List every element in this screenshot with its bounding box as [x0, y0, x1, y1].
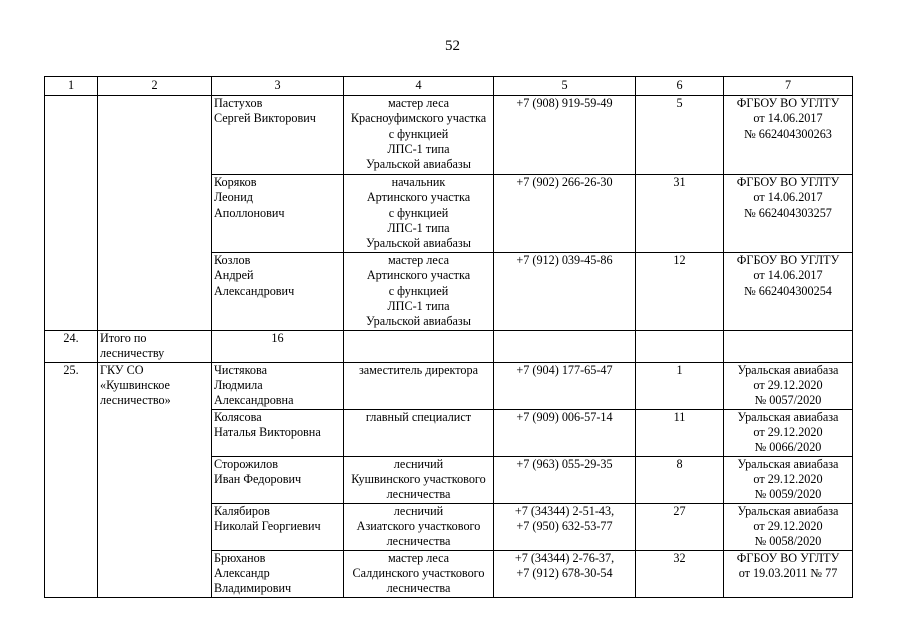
- header-row: [45, 77, 853, 96]
- empty-cell: [724, 331, 853, 363]
- cell-line: с функцией: [388, 283, 449, 298]
- cell-line: ФГБОУ ВО УГЛТУ: [736, 253, 840, 267]
- name-cell: [212, 503, 344, 550]
- name-cell: [212, 409, 344, 456]
- cell-line: Красноуфимского участка: [350, 111, 487, 126]
- cell-line: Владимирович: [214, 581, 292, 596]
- cell-line: с функцией: [388, 205, 449, 220]
- cell-line: от 14.06.2017: [753, 268, 823, 283]
- document-cell: [724, 96, 853, 175]
- cell-line: +7 (908) 919-59-49: [516, 96, 613, 110]
- cell-line: мастер леса: [387, 96, 450, 110]
- cell-line: +7 (912) 678-30-54: [516, 565, 613, 580]
- cell-line: с функцией: [388, 126, 449, 141]
- name-cell: [212, 253, 344, 331]
- number-cell: [45, 96, 98, 331]
- cell-line: № 0066/2020: [754, 440, 822, 455]
- empty-cell: [494, 331, 636, 363]
- cell-line: начальник: [391, 175, 446, 189]
- cell-line: мастер леса: [387, 550, 450, 565]
- cell-line: Андрей: [214, 268, 254, 283]
- cell-line: +7 (909) 006-57-14: [516, 409, 613, 424]
- cell-line: ФГБОУ ВО УГЛТУ: [736, 175, 840, 189]
- cell-line: № 662404300263: [744, 126, 832, 141]
- page-number: 52: [445, 38, 460, 54]
- document-cell: [724, 362, 853, 409]
- cell-line: +7 (902) 266-26-30: [516, 175, 613, 189]
- cell-line: ФГБОУ ВО УГЛТУ: [736, 96, 840, 110]
- cell-line: Уральская авиабаза: [737, 456, 839, 471]
- cell-line: лесничество»: [100, 393, 171, 408]
- cell-line: +7 (950) 632-53-77: [516, 518, 613, 533]
- cell-line: +7 (904) 177-65-47: [516, 362, 613, 377]
- position-cell: [344, 362, 494, 409]
- phone-cell: [494, 253, 636, 331]
- cell-line: ЛПС-1 типа: [387, 220, 450, 235]
- phone-cell: [494, 96, 636, 175]
- cell-line: заместитель директора: [358, 362, 479, 377]
- cell-line: Итого по: [100, 331, 147, 345]
- cell-line: ЛПС-1 типа: [387, 141, 450, 156]
- cell-line: Людмила: [214, 377, 263, 392]
- cell-line: № 0057/2020: [754, 393, 822, 408]
- count-cell: 27: [636, 503, 724, 550]
- column-header: 1: [45, 77, 98, 96]
- count-cell: 11: [636, 409, 724, 456]
- cell-line: Уральская авиабаза: [737, 409, 839, 424]
- count-cell: 5: [636, 96, 724, 175]
- cell-line: Сторожилов: [214, 456, 278, 471]
- count-cell: 12: [636, 253, 724, 331]
- cell-line: Кушвинского участкового: [351, 471, 486, 486]
- empty-cell: [636, 331, 724, 363]
- count-cell: 31: [636, 175, 724, 253]
- cell-line: от 19.03.2011 № 77: [738, 565, 838, 580]
- cell-line: лесничий: [393, 456, 444, 471]
- cell-line: Сергей Викторович: [214, 111, 316, 126]
- count-cell: 8: [636, 456, 724, 503]
- cell-line: лесничества: [386, 487, 451, 502]
- cell-line: от 14.06.2017: [753, 111, 823, 126]
- org-cell: [98, 96, 212, 331]
- cell-line: лесничий: [393, 503, 444, 518]
- cell-line: от 29.12.2020: [753, 424, 823, 439]
- phone-cell: [494, 550, 636, 597]
- document-cell: [724, 409, 853, 456]
- cell-line: № 0059/2020: [754, 487, 822, 502]
- cell-line: Артинского участка: [366, 190, 471, 205]
- org-cell: [98, 362, 212, 597]
- cell-line: Александр: [214, 565, 270, 580]
- total-label-cell: [98, 331, 212, 363]
- name-cell: [212, 362, 344, 409]
- name-cell: [212, 96, 344, 175]
- document-cell: [724, 456, 853, 503]
- position-cell: [344, 503, 494, 550]
- cell-line: ГКУ СО: [100, 362, 144, 377]
- phone-cell: [494, 503, 636, 550]
- cell-line: +7 (912) 039-45-86: [516, 253, 613, 267]
- cell-line: Уральской авиабазы: [366, 236, 471, 251]
- position-cell: [344, 175, 494, 253]
- cell-line: от 29.12.2020: [753, 377, 823, 392]
- name-cell: [212, 175, 344, 253]
- cell-line: Иван Федорович: [214, 471, 302, 486]
- cell-line: Пастухов: [214, 96, 263, 110]
- document-cell: [724, 550, 853, 597]
- cell-line: Уральская авиабаза: [737, 503, 839, 518]
- phone-cell: [494, 409, 636, 456]
- cell-line: Уральской авиабазы: [366, 314, 471, 329]
- position-cell: [344, 96, 494, 175]
- cell-line: Уральская авиабаза: [737, 362, 839, 377]
- name-cell: [212, 550, 344, 597]
- cell-line: от 29.12.2020: [753, 471, 823, 486]
- cell-line: Наталья Викторовна: [214, 424, 321, 439]
- cell-line: лесничества: [386, 581, 451, 596]
- cell-line: Чистякова: [214, 362, 268, 377]
- column-header: 4: [344, 77, 494, 96]
- cell-line: № 662404303257: [744, 205, 832, 220]
- table-row: [45, 362, 853, 409]
- document-cell: [724, 503, 853, 550]
- phone-cell: [494, 456, 636, 503]
- cell-line: лесничеству: [100, 346, 165, 361]
- column-header: 2: [98, 77, 212, 96]
- cell-line: от 14.06.2017: [753, 190, 823, 205]
- column-header: 3: [212, 77, 344, 96]
- cell-line: Артинского участка: [366, 268, 471, 283]
- cell-line: Леонид: [214, 190, 253, 205]
- cell-line: Козлов: [214, 253, 251, 267]
- cell-line: Аполлонович: [214, 205, 285, 220]
- position-cell: [344, 409, 494, 456]
- column-header: 6: [636, 77, 724, 96]
- cell-line: главный специалист: [365, 409, 472, 424]
- phone-cell: [494, 362, 636, 409]
- cell-line: Александровна: [214, 393, 294, 408]
- cell-line: от 29.12.2020: [753, 518, 823, 533]
- number-cell: 24.: [45, 331, 98, 363]
- total-value-cell: 16: [212, 331, 344, 363]
- cell-line: Калябиров: [214, 503, 270, 518]
- cell-line: Коряков: [214, 175, 257, 189]
- phone-cell: [494, 175, 636, 253]
- cell-line: лесничества: [386, 534, 451, 549]
- cell-line: № 662404300254: [744, 283, 832, 298]
- cell-line: Уральской авиабазы: [366, 157, 471, 172]
- cell-line: Колясова: [214, 409, 262, 424]
- cell-line: Николай Георгиевич: [214, 518, 321, 533]
- cell-line: +7 (34344) 2-51-43,: [514, 503, 615, 518]
- position-cell: [344, 550, 494, 597]
- document-cell: [724, 253, 853, 331]
- cell-line: Брюханов: [214, 550, 266, 565]
- position-cell: [344, 456, 494, 503]
- cell-line: +7 (963) 055-29-35: [516, 456, 613, 471]
- total-row: [45, 331, 853, 363]
- column-header: 5: [494, 77, 636, 96]
- name-cell: [212, 456, 344, 503]
- empty-cell: [344, 331, 494, 363]
- cell-line: +7 (34344) 2-76-37,: [514, 550, 615, 565]
- cell-line: мастер леса: [387, 253, 450, 267]
- table-row: [45, 96, 853, 175]
- staff-table: [44, 76, 853, 598]
- count-cell: 32: [636, 550, 724, 597]
- cell-line: Азиатского участкового: [356, 518, 481, 533]
- count-cell: 1: [636, 362, 724, 409]
- column-header: 7: [724, 77, 853, 96]
- document-cell: [724, 175, 853, 253]
- cell-line: Александрович: [214, 283, 295, 298]
- position-cell: [344, 253, 494, 331]
- cell-line: ЛПС-1 типа: [387, 298, 450, 313]
- cell-line: «Кушвинское: [100, 377, 170, 392]
- cell-line: Салдинского участкового: [352, 565, 485, 580]
- cell-line: № 0058/2020: [754, 534, 822, 549]
- number-cell: 25.: [45, 362, 98, 597]
- cell-line: ФГБОУ ВО УГЛТУ: [736, 550, 840, 565]
